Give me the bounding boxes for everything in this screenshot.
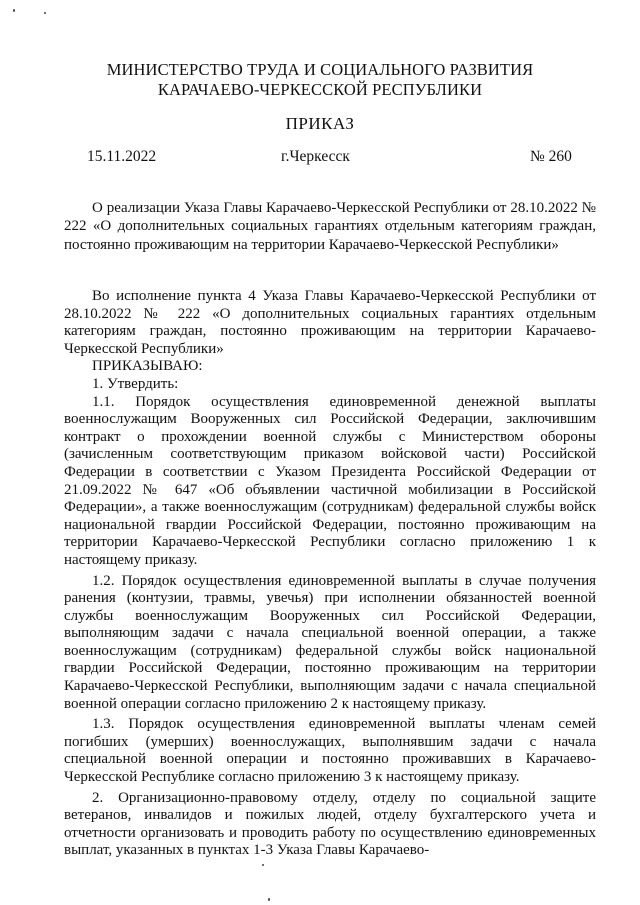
preamble-paragraph: Во исполнение пункта 4 Указа Главы Карачаево-Черкесской Республики от 28.10.2022 № 222 «О дополнительных социальных гарантиях отдельным категориям граждан, постоянно проживающим на территории Карачаево-Черкесской Республики»	[64, 288, 596, 357]
item-2: 2. Организационно-правовому отделу, отделу по социальной защите ветеранов, инвалидов и пожилых людей, отделу бухгалтерского учета и отчетности организовать и проводить работу по осуществлению единовременных выплат, указанных в пунктах 1-3 Указа Главы Карачаево-	[64, 789, 596, 859]
scan-speck	[268, 898, 270, 901]
scan-speck	[262, 864, 264, 866]
scan-speck	[44, 12, 46, 14]
order-city: г.Черкесск	[281, 148, 350, 165]
document-title: ПРИКАЗ	[285, 114, 355, 133]
item-1-3: 1.3. Порядок осуществления единовременной выплаты членам семей погибших (умерших) военнослужащих, выполнявшим задачи с начала специальной военной операции и постоянно проживавших в Карачаево-Черкесской Республике согласно приложению 3 к настоящему приказу.	[64, 716, 596, 786]
item-1-2: 1.2. Порядок осуществления единовременной выплаты в случае получения ранения (контузии, травмы, увечья) при исполнении обязанностей военной службы военнослужащим Вооруженных сил Российской Федерации, выполняющим задачи с начала специальной военной операции, а также военнослужащим (сотрудникам) федеральной службы войск национальной гвардии Российской Федерации, постоянно проживающим на территории Карачаево-Черкесской Республики, выполняющим задачи с начала специальной военной операции согласно приложению 2 к настоящему приказу.	[64, 572, 596, 712]
order-word: ПРИКАЗЫВАЮ:	[92, 358, 203, 375]
item-1: 1. Утвердить:	[92, 375, 179, 392]
order-subject: О реализации Указа Главы Карачаево-Черкесской Республики от 28.10.2022 № 222 «О дополнительных социальных гарантиях отдельным категориям граждан, постоянно проживающим на территории Карачаево-Черкесской Республики»	[64, 200, 596, 253]
order-date: 15.11.2022	[87, 148, 157, 165]
ministry-name: МИНИСТЕРСТВО ТРУДА И СОЦИАЛЬНОГО РАЗВИТИЯ	[106, 60, 534, 79]
order-number: № 260	[530, 148, 572, 165]
republic-name: КАРАЧАЕВО-ЧЕРКЕССКОЙ РЕСПУБЛИКИ	[157, 80, 483, 99]
order-body	[64, 288, 596, 860]
scan-speck	[13, 9, 15, 12]
ministry-header	[0, 60, 640, 100]
item-1-1: 1.1. Порядок осуществления единовременной денежной выплаты военнослужащим Вооруженных сил Российской Федерации, заключившим контракт о прохождении военной службы с Министерством обороны (зачисленным соответствующим приказом войсковой части) Российской Федерации в соответствии с Указом Президента Российской Федерации от 21.09.2022 № 647 «Об объявлении частичной мобилизации в Российской Федерации», а также военнослужащим (сотрудникам) федеральной службы войск национальной гвардии Российской Федерации, постоянно проживающим на территории Карачаево-Черкесской Республики согласно приложению 1 к настоящему приказу.	[64, 393, 596, 568]
